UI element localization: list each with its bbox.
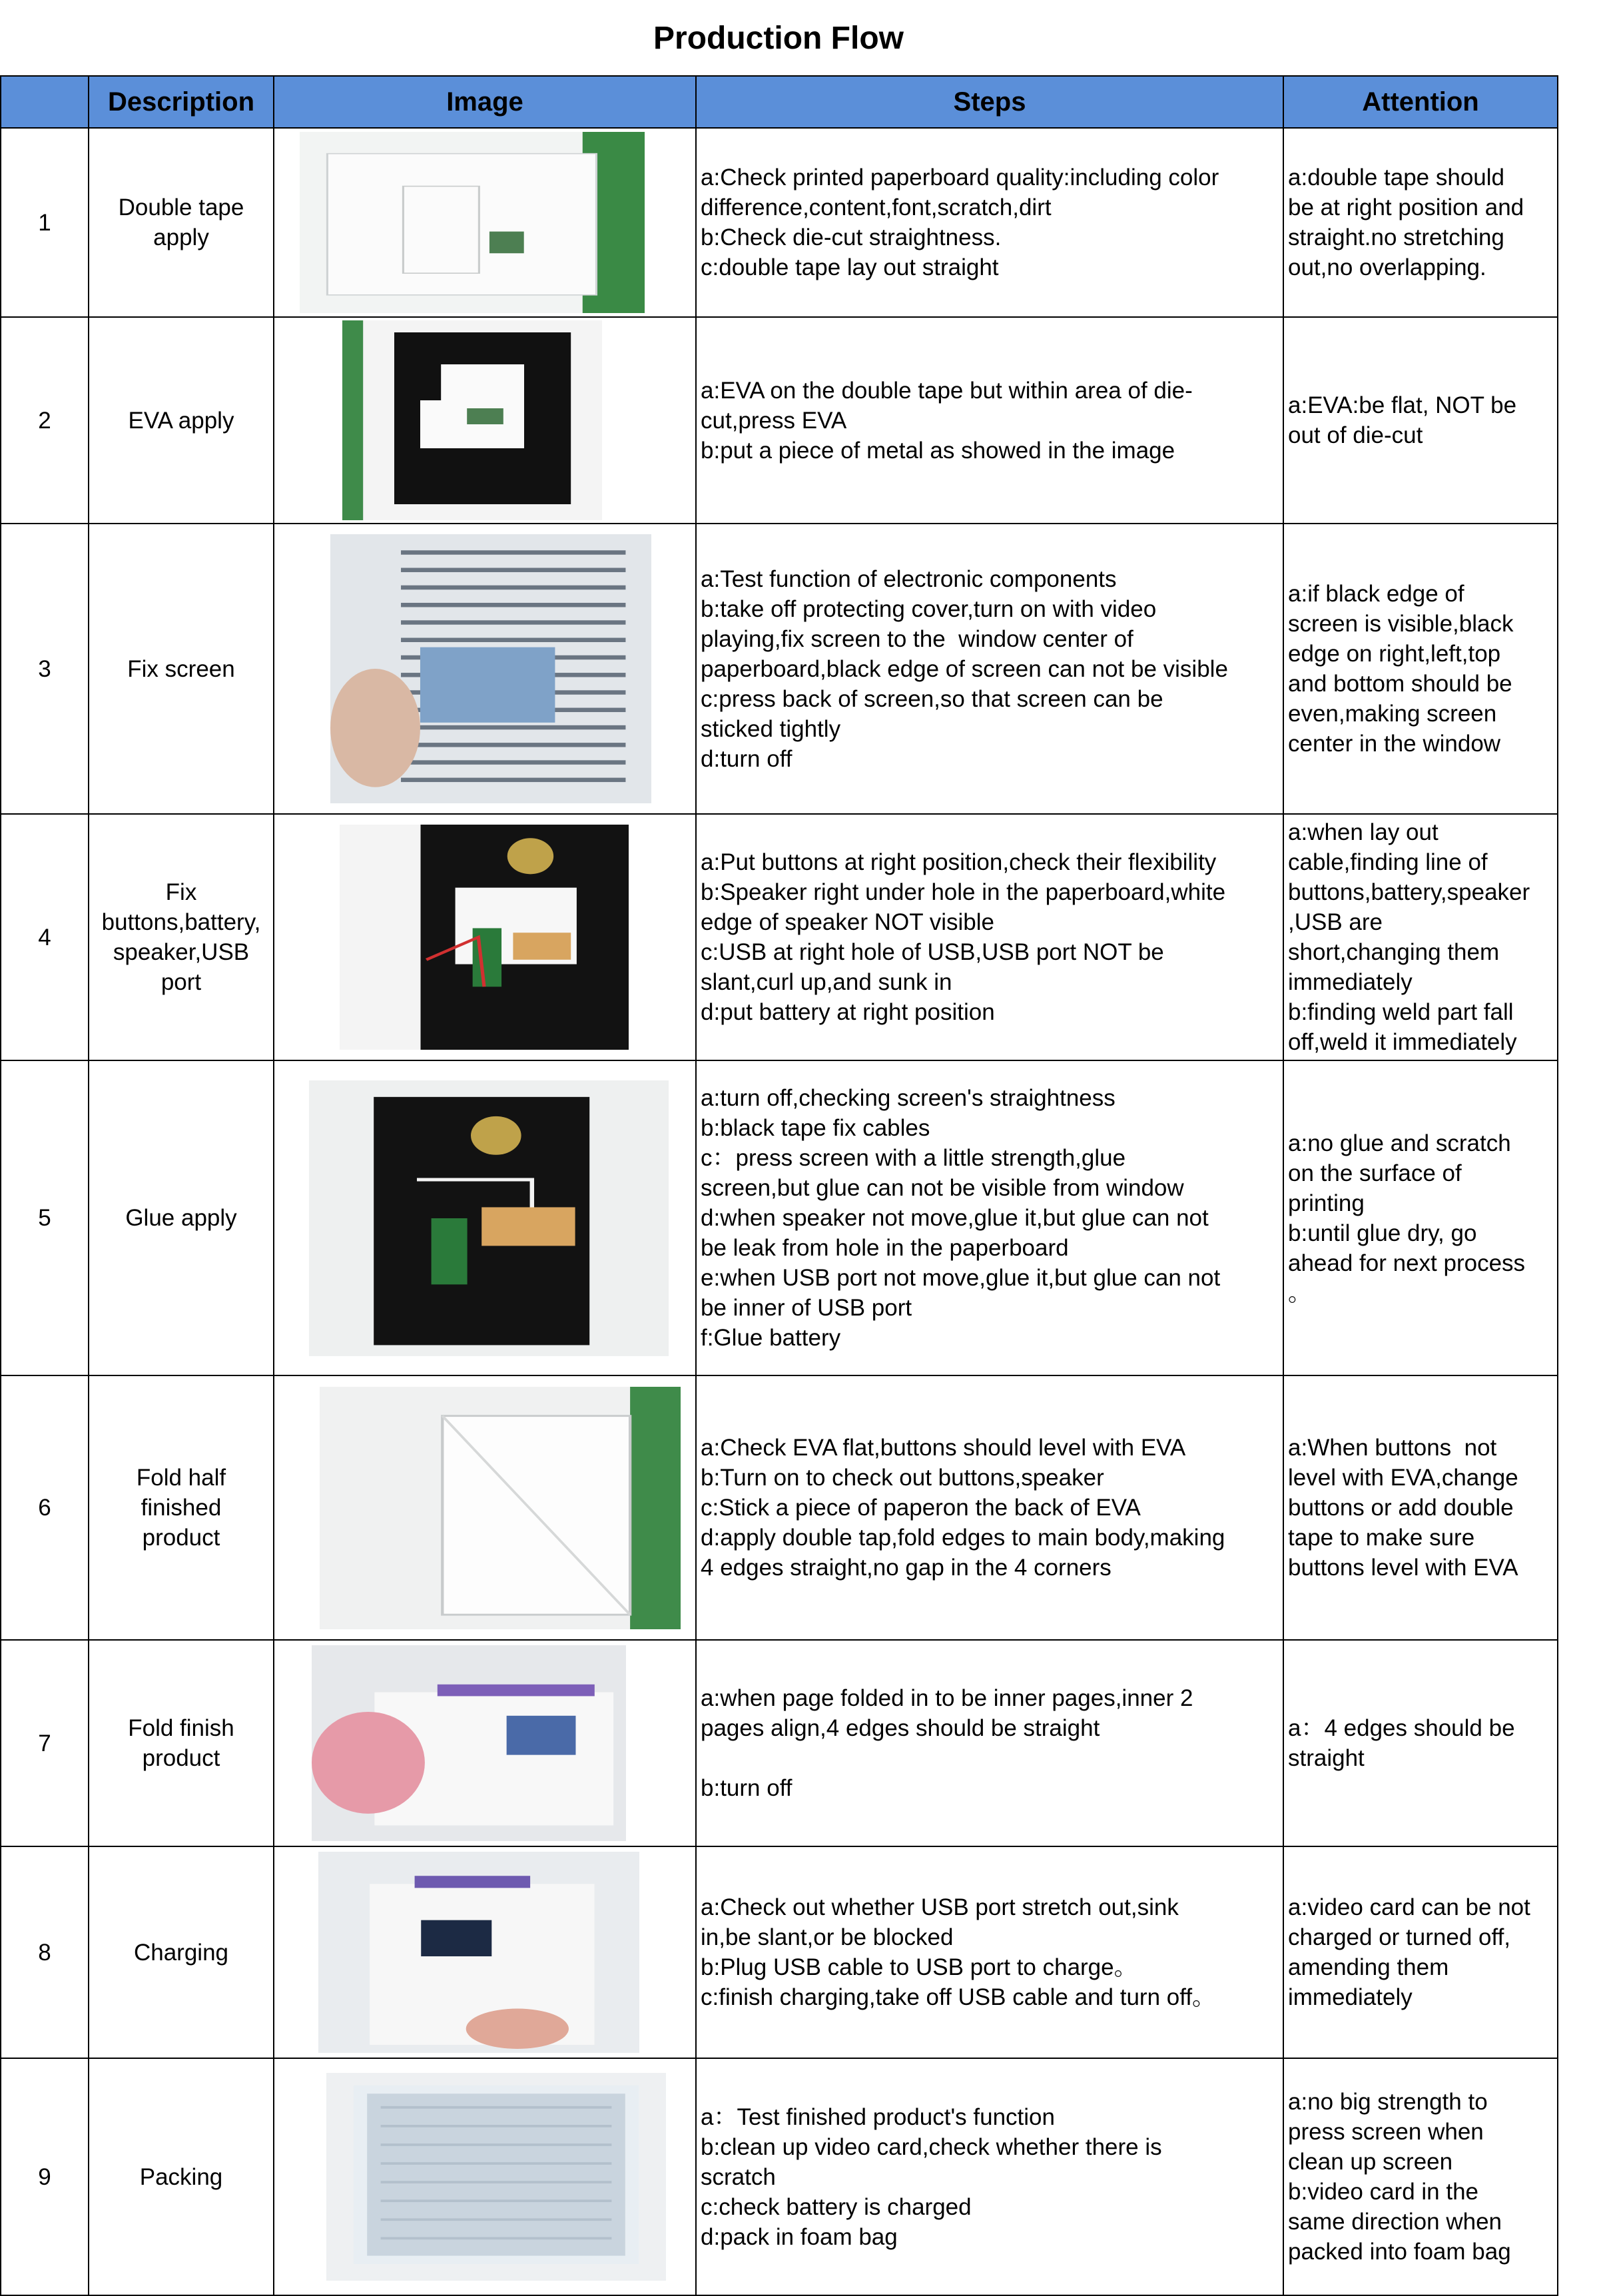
header-description: Description [89, 76, 274, 128]
row-attention [1283, 1060, 1558, 1375]
row-description [89, 128, 274, 317]
attention-line: buttons,battery,speaker [1288, 879, 1530, 905]
row-attention [1283, 814, 1558, 1060]
attention-line: b:until glue dry, go [1288, 1220, 1477, 1246]
attention-line: same direction when [1288, 2209, 1502, 2235]
step-line: c:check battery is charged [701, 2193, 972, 2220]
step-line: b:Turn on to check out buttons,speaker [701, 1465, 1104, 1491]
attention-line: buttons or add double [1288, 1495, 1514, 1521]
photo-charging [318, 1852, 639, 2053]
attention-line: immediately [1288, 969, 1413, 995]
row-attention [1283, 524, 1558, 814]
row-image-cell [274, 317, 696, 524]
row-description [89, 524, 274, 814]
step-line: d:put battery at right position [701, 999, 995, 1025]
attention-line: printing [1288, 1190, 1365, 1216]
description-line: Fix [165, 879, 197, 905]
attention-line: out,no overlapping. [1288, 254, 1486, 280]
row-attention [1283, 2058, 1558, 2295]
step-line: b:turn off [701, 1775, 793, 1801]
step-line: a：Test finished product's function [701, 2104, 1055, 2130]
step-line: a:Check printed paperboard quality:including color [701, 165, 1219, 191]
production-flow-table [0, 75, 1558, 2296]
row-attention [1283, 1640, 1558, 1846]
description-line: product [142, 1525, 220, 1551]
row-number: 5 [1, 1060, 89, 1375]
attention-line: screen is visible,black [1288, 611, 1514, 637]
description-line: buttons,battery, [101, 909, 261, 935]
attention-line: tape to make sure [1288, 1525, 1475, 1551]
attention-line: a:no big strength to [1288, 2089, 1488, 2115]
table-row [1, 1060, 1558, 1375]
row-steps [696, 1640, 1283, 1846]
step-line: a:when page folded in to be inner pages,inner 2 [701, 1685, 1193, 1711]
attention-line: even,making screen [1288, 701, 1497, 727]
table-row [1, 1640, 1558, 1846]
header-steps: Steps [696, 76, 1283, 128]
step-line: be leak from hole in the paperboard [701, 1235, 1069, 1261]
step-line: c：press screen with a little strength,glue [701, 1145, 1126, 1171]
step-line: be inner of USB port [701, 1295, 912, 1321]
row-steps [696, 2058, 1283, 2295]
step-line: scratch [701, 2163, 776, 2190]
attention-line: clean up screen [1288, 2149, 1453, 2175]
step-line: c:press back of screen,so that screen can be [701, 685, 1163, 712]
attention-line: a：4 edges should be [1288, 1715, 1515, 1741]
row-image-cell [274, 1375, 696, 1640]
table-row [1, 524, 1558, 814]
step-line: e:when USB port not move,glue it,but glue can not [701, 1265, 1221, 1291]
step-line: b:take off protecting cover,turn on with video [701, 595, 1157, 622]
step-line: c:USB at right hole of USB,USB port NOT be [701, 939, 1164, 965]
row-number: 3 [1, 524, 89, 814]
header-row [1, 76, 1558, 128]
table-row [1, 317, 1558, 524]
step-line: playing,fix screen to the window center of [701, 625, 1133, 652]
description-line: Fix screen [127, 655, 235, 682]
attention-line: level with EVA,change [1288, 1465, 1518, 1491]
description-line: finished [141, 1495, 222, 1521]
step-line: a:Check EVA flat,buttons should level with EVA [701, 1435, 1186, 1461]
step-line [701, 1743, 1279, 1773]
attention-line: b:video card in the [1288, 2179, 1479, 2205]
row-image-cell [274, 2058, 696, 2295]
step-line: a:Check out whether USB port stretch out,sink [701, 1894, 1179, 1920]
attention-line: a:When buttons not [1288, 1435, 1497, 1461]
attention-line: a:if black edge of [1288, 581, 1464, 607]
attention-line: cable,finding line of [1288, 849, 1488, 875]
attention-line: a:double tape should [1288, 165, 1504, 191]
step-line: screen,but glue can not be visible from window [701, 1175, 1184, 1201]
attention-line: straight [1288, 1745, 1365, 1771]
step-line: b:put a piece of metal as showed in the image [701, 437, 1175, 464]
row-description [89, 814, 274, 1060]
attention-line: edge on right,left,top [1288, 641, 1501, 667]
step-line: f:Glue battery [701, 1325, 841, 1351]
step-line: d:when speaker not move,glue it,but glue can not [701, 1205, 1209, 1231]
description-line: port [160, 969, 202, 995]
step-line: paperboard,black edge of screen can not be visible [701, 655, 1228, 682]
header-num [1, 76, 89, 128]
row-steps [696, 1375, 1283, 1640]
step-line: a:turn off,checking screen's straightness [701, 1085, 1116, 1111]
row-description [89, 1375, 274, 1640]
step-line: b:black tape fix cables [701, 1115, 930, 1141]
page-title: Production Flow [653, 21, 904, 56]
step-line: a:EVA on the double tape but within area of die- [701, 377, 1193, 404]
attention-line: amending them [1288, 1954, 1449, 1980]
row-number: 9 [1, 2058, 89, 2295]
row-steps [696, 814, 1283, 1060]
row-attention [1283, 1846, 1558, 2058]
photo-paperboard-double-tape [300, 132, 645, 313]
step-line: d:turn off [701, 745, 793, 772]
step-line: a:Put buttons at right position,check their flexibility [701, 849, 1217, 875]
step-line: b:Plug USB cable to USB port to charge。 [701, 1954, 1137, 1980]
row-steps [696, 317, 1283, 524]
step-line: pages align,4 edges should be straight [701, 1715, 1100, 1741]
row-steps [696, 1846, 1283, 2058]
step-line: difference,content,font,scratch,dirt [701, 194, 1052, 220]
step-line: d:pack in foam bag [701, 2223, 898, 2250]
row-steps [696, 1060, 1283, 1375]
row-image-cell [274, 128, 696, 317]
description-line: Double tape [118, 194, 244, 220]
step-line: sticked tightly [701, 715, 841, 742]
row-number: 4 [1, 814, 89, 1060]
attention-line: off,weld it immediately [1288, 1029, 1517, 1055]
row-description [89, 2058, 274, 2295]
row-description [89, 1060, 274, 1375]
photo-packing-foam-bag [326, 2073, 666, 2281]
description-line: apply [153, 224, 209, 250]
attention-line: and bottom should be [1288, 671, 1512, 697]
table-row [1, 1375, 1558, 1640]
attention-line: on the surface of [1288, 1160, 1462, 1186]
attention-line: 。 [1288, 1280, 1312, 1306]
row-image-cell [274, 1640, 696, 1846]
description-line: Packing [139, 2163, 223, 2190]
description-line: Fold half [136, 1465, 226, 1491]
step-line: b:clean up video card,check whether there is [701, 2133, 1162, 2160]
row-number: 1 [1, 128, 89, 317]
row-attention [1283, 317, 1558, 524]
attention-line: buttons level with EVA [1288, 1555, 1518, 1581]
attention-line: immediately [1288, 1984, 1413, 2010]
table-row [1, 1846, 1558, 2058]
table-row [1, 2058, 1558, 2295]
attention-line: ahead for next process [1288, 1250, 1526, 1276]
header-image: Image [274, 76, 696, 128]
step-line: edge of speaker NOT visible [701, 909, 994, 935]
photo-fold-half-finished [320, 1387, 681, 1629]
row-attention [1283, 128, 1558, 317]
step-line: c:Stick a piece of paperon the back of EVA [701, 1495, 1141, 1521]
description-line: Fold finish [128, 1715, 234, 1741]
step-line: cut,press EVA [701, 407, 847, 434]
step-line: c:finish charging,take off USB cable and turn off。 [701, 1984, 1216, 2010]
description-line: product [142, 1745, 220, 1771]
row-attention [1283, 1375, 1558, 1640]
photo-screen-in-window [330, 534, 651, 803]
step-line: a:Test function of electronic components [701, 566, 1117, 592]
step-line: in,be slant,or be blocked [701, 1924, 954, 1950]
description-line: speaker,USB [113, 939, 250, 965]
row-steps [696, 128, 1283, 317]
attention-line: short,changing them [1288, 939, 1500, 965]
row-number: 8 [1, 1846, 89, 2058]
row-description [89, 1640, 274, 1846]
attention-line: out of die-cut [1288, 422, 1423, 448]
attention-line: packed into foam bag [1288, 2239, 1511, 2265]
row-image-cell [274, 814, 696, 1060]
row-number: 6 [1, 1375, 89, 1640]
attention-line: ,USB are [1288, 909, 1383, 935]
step-line: slant,curl up,and sunk in [701, 969, 952, 995]
photo-buttons-battery-speaker [340, 825, 629, 1050]
row-number: 2 [1, 317, 89, 524]
attention-line: be at right position and [1288, 194, 1524, 220]
step-line: 4 edges straight,no gap in the 4 corners [701, 1555, 1112, 1581]
step-line: c:double tape lay out straight [701, 254, 999, 280]
attention-line: straight.no stretching [1288, 224, 1504, 250]
attention-line: a:when lay out [1288, 819, 1439, 845]
step-line: b:Check die-cut straightness. [701, 224, 1002, 250]
attention-line: center in the window [1288, 731, 1501, 757]
attention-line: b:finding weld part fall [1288, 999, 1514, 1025]
description-line: Charging [133, 1939, 229, 1966]
photo-glue-apply [309, 1080, 669, 1356]
table-row [1, 814, 1558, 1060]
row-image-cell [274, 1846, 696, 2058]
step-line: b:Speaker right under hole in the paperboard,white [701, 879, 1226, 905]
photo-eva-on-paperboard [342, 320, 602, 520]
header-attention: Attention [1283, 76, 1558, 128]
row-description [89, 317, 274, 524]
row-image-cell [274, 1060, 696, 1375]
attention-line: press screen when [1288, 2119, 1484, 2145]
attention-line: a:video card can be not [1288, 1894, 1530, 1920]
description-line: EVA apply [128, 407, 234, 434]
attention-line: a:no glue and scratch [1288, 1130, 1511, 1156]
table-row [1, 128, 1558, 317]
attention-line: a:EVA:be flat, NOT be [1288, 392, 1517, 418]
row-number: 7 [1, 1640, 89, 1846]
step-line: d:apply double tap,fold edges to main body,making [701, 1525, 1225, 1551]
attention-line: charged or turned off, [1288, 1924, 1511, 1950]
row-description [89, 1846, 274, 2058]
description-line: Glue apply [125, 1205, 237, 1231]
photo-fold-finish-product [312, 1645, 626, 1841]
row-steps [696, 524, 1283, 814]
row-image-cell [274, 524, 696, 814]
